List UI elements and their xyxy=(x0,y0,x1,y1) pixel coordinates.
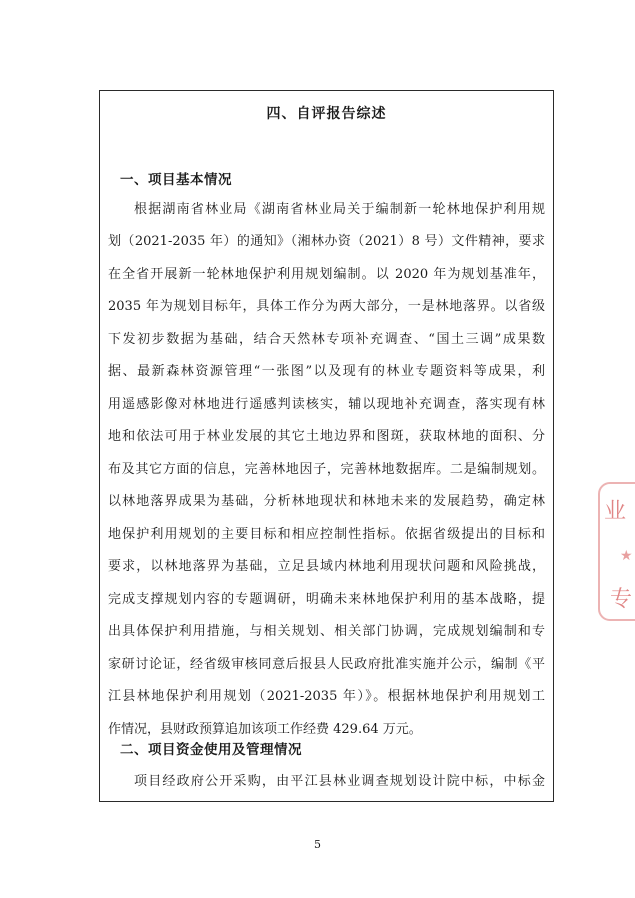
paragraph-1-line: 家研讨论证，经省级审核同意后报县人民政府批准实施并公示，编制《平 xyxy=(108,657,545,672)
paragraph-1-line: 地和依法可用于林业发展的其它土地边界和图斑，获取林地的面积、分 xyxy=(108,429,545,444)
report-frame xyxy=(99,90,554,802)
paragraph-1-line: 用遥感影像对林地进行遥感判读核实，辅以现地补充调查，落实现有林 xyxy=(108,397,545,412)
paragraph-1-line: 地保护利用规划的主要目标和相应控制性指标。依据省级提出的目标和 xyxy=(108,527,545,542)
paragraph-1-line: 根据湖南省林业局《湖南省林业局关于编制新一轮林地保护利用规 xyxy=(134,202,545,217)
paragraph-1-line: 布及其它方面的信息，完善林地因子，完善林地数据库。二是编制规划。 xyxy=(108,462,545,477)
seal-character: 专 xyxy=(610,587,633,612)
paragraph-2-line: 项目经政府公开采购，由平江县林业调查规划设计院中标，中标金 xyxy=(134,774,545,789)
paragraph-1-line: 要求，以林地落界为基础，立足县域内林地利用现状问题和风险挑战， xyxy=(108,559,545,574)
paragraph-1-line: 以林地落界成果为基础，分析林地现状和林地未来的发展趋势，确定林 xyxy=(108,494,545,509)
heading-project-basic-info: 一、项目基本情况 xyxy=(120,172,232,188)
paragraph-1-line: 出具体保护利用措施，与相关规划、相关部门协调，完成规划编制和专 xyxy=(108,624,545,639)
paragraph-1-line: 下发初步数据为基础，结合天然林专项补充调查、“国土三调”成果数 xyxy=(108,332,545,347)
page-number: 5 xyxy=(314,838,321,851)
paragraph-1-line: 在全省开展新一轮林地保护利用规划编制。以 2020 年为规划基准年， xyxy=(108,267,545,282)
paragraph-1-line: 作情况，县财政预算追加该项工作经费 429.64 万元。 xyxy=(108,722,422,737)
seal-character: 业 xyxy=(604,499,627,524)
paragraph-1-line: 江县林地保护利用规划（2021-2035 年）》。根据林地保护利用规划工 xyxy=(108,689,545,704)
section-title: 四、自评报告综述 xyxy=(266,106,387,122)
heading-funds-usage: 二、项目资金使用及管理情况 xyxy=(120,742,302,758)
paragraph-1-line: 完成支撑规划内容的专题调研，明确未来林地保护利用的基本战略，提 xyxy=(108,592,545,607)
paragraph-1-line: 划（2021-2035 年）的通知》（湘林办资（2021）8 号）文件精神，要求 xyxy=(108,234,545,249)
paragraph-1-line: 2035 年为规划目标年，具体工作分为两大部分，一是林地落界。以省级 xyxy=(108,299,545,314)
paragraph-1-line: 据、最新森林资源管理“一张图”以及现有的林业专题资料等成果，利 xyxy=(108,364,545,379)
seal-star-icon: ★ xyxy=(620,548,633,564)
